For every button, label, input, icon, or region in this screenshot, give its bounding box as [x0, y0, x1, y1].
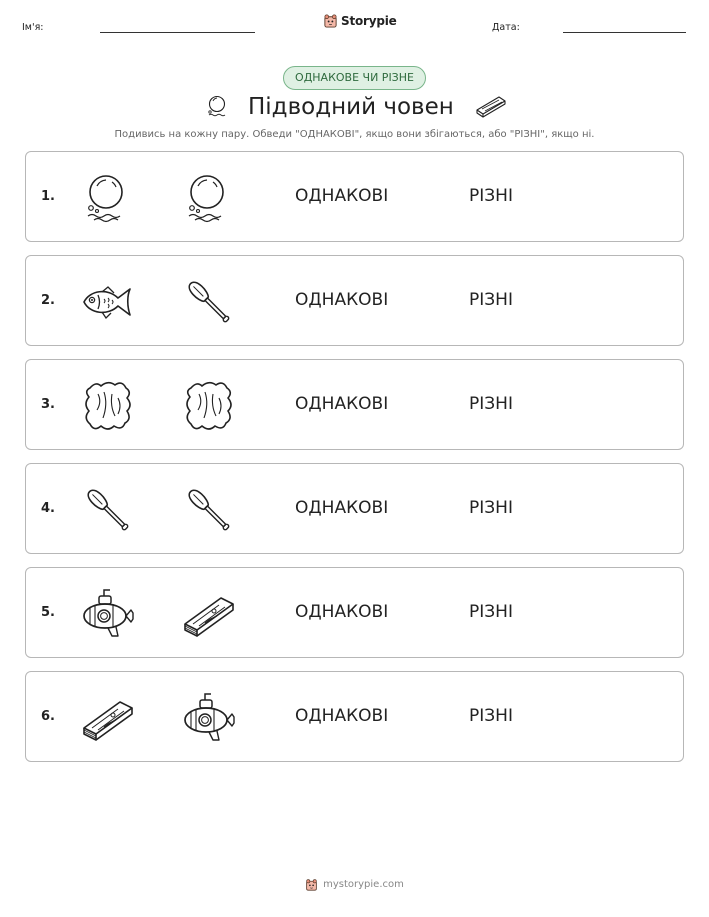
name-label: Ім'я:: [22, 22, 44, 33]
question-row-2: [25, 255, 684, 346]
question-row-3: [25, 359, 684, 450]
footer: [0, 878, 709, 891]
same-option[interactable]: ОДНАКОВІ: [295, 498, 389, 518]
question-row-5: [25, 567, 684, 658]
paddle-icon: [181, 274, 237, 330]
question-number: 3.: [41, 397, 55, 412]
worksheet-header: [0, 0, 709, 40]
different-option[interactable]: РІЗНІ: [469, 498, 513, 518]
bubble-icon: [205, 94, 229, 118]
title-row: [0, 92, 709, 126]
storypie-mascot-icon: [323, 13, 338, 28]
different-option[interactable]: РІЗНІ: [469, 290, 513, 310]
date-field[interactable]: [563, 32, 686, 33]
paddle-icon: [181, 482, 237, 538]
submarine-icon: [80, 586, 136, 642]
question-number: 1.: [41, 189, 55, 204]
worksheet-tag: ОДНАКОВЕ ЧИ РІЗНЕ: [283, 66, 426, 90]
different-option[interactable]: РІЗНІ: [469, 394, 513, 414]
question-number: 4.: [41, 501, 55, 516]
instructions: Подивись на кожну пару. Обведи "ОДНАКОВІ", якщо вони збігаються, або "РІЗНІ", якщо ні.: [114, 129, 595, 140]
leather-hide-icon: [80, 378, 136, 434]
wood-plank-icon: [475, 94, 507, 118]
same-option[interactable]: ОДНАКОВІ: [295, 290, 389, 310]
wood-plank-icon: [80, 690, 136, 746]
question-number: 2.: [41, 293, 55, 308]
different-option[interactable]: РІЗНІ: [469, 706, 513, 726]
wood-plank-icon: [181, 586, 237, 642]
storypie-mascot-icon: [305, 878, 318, 891]
footer-url[interactable]: mystorypie.com: [323, 879, 404, 890]
leather-hide-icon: [181, 378, 237, 434]
page-title: Підводний човен: [248, 94, 454, 120]
different-option[interactable]: РІЗНІ: [469, 602, 513, 622]
question-row-1: [25, 151, 684, 242]
same-option[interactable]: ОДНАКОВІ: [295, 706, 389, 726]
question-number: 6.: [41, 709, 55, 724]
storypie-logo: [323, 13, 397, 28]
paddle-icon: [80, 482, 136, 538]
bubble-icon: [181, 170, 237, 226]
same-option[interactable]: ОДНАКОВІ: [295, 602, 389, 622]
question-number: 5.: [41, 605, 55, 620]
name-field[interactable]: [100, 32, 255, 33]
question-row-6: [25, 671, 684, 762]
same-option[interactable]: ОДНАКОВІ: [295, 394, 389, 414]
different-option[interactable]: РІЗНІ: [469, 186, 513, 206]
question-row-4: [25, 463, 684, 554]
date-label: Дата:: [492, 22, 520, 33]
brand-name: Storypie: [341, 13, 397, 28]
same-option[interactable]: ОДНАКОВІ: [295, 186, 389, 206]
fish-icon: [80, 274, 136, 330]
bubble-icon: [80, 170, 136, 226]
submarine-icon: [181, 690, 237, 746]
